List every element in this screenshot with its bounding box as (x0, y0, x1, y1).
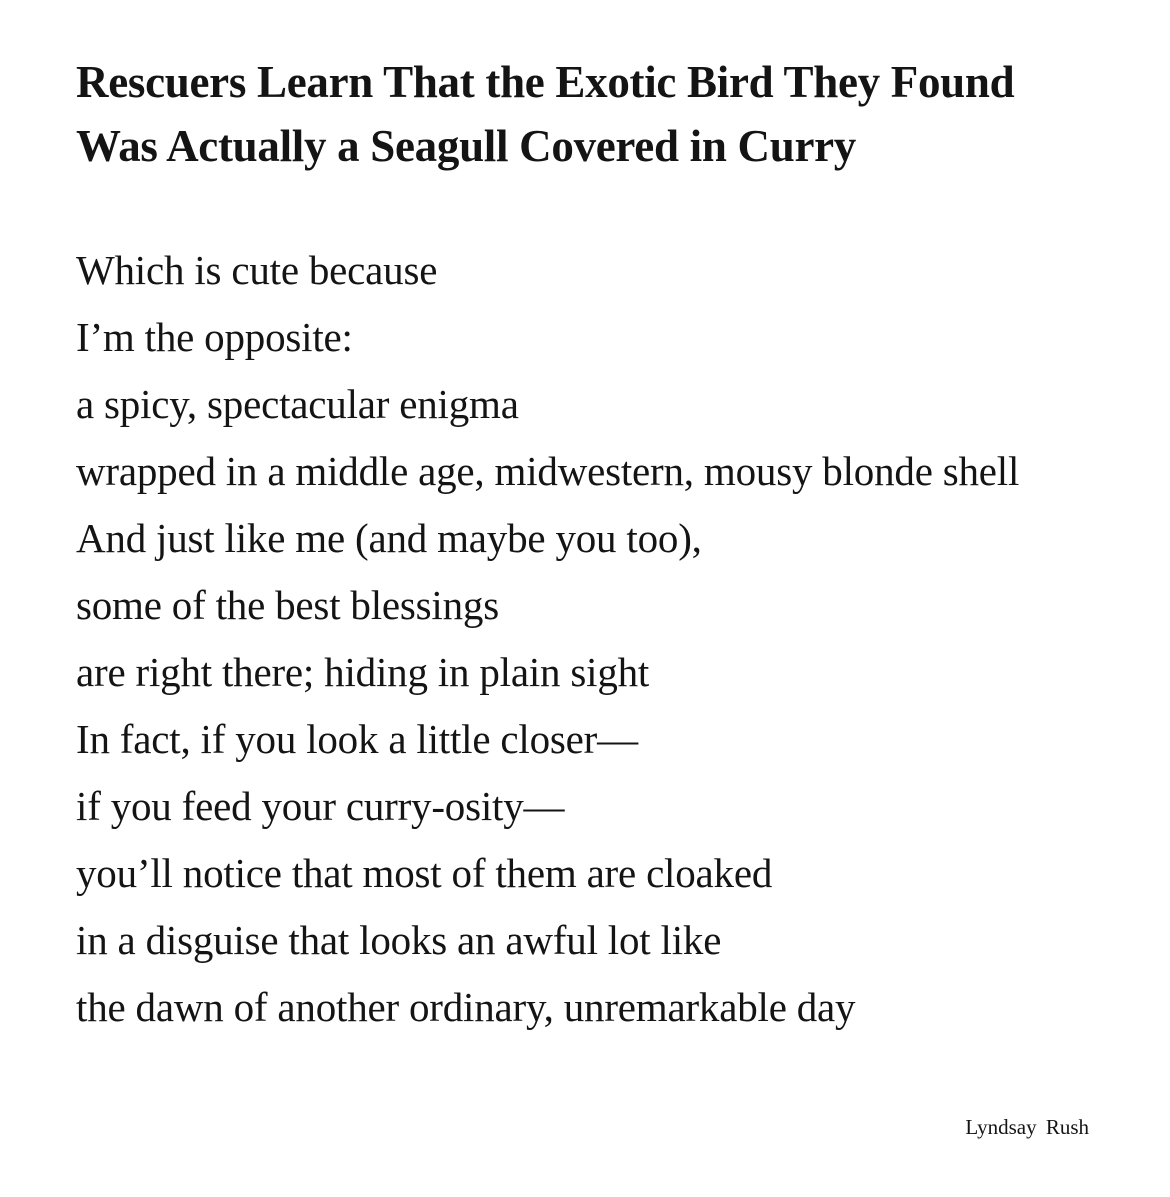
poem-line: are right there; hiding in plain sight (76, 649, 650, 695)
poem-line: you’ll notice that most of them are cloaked (76, 850, 773, 896)
poem-title (76, 50, 1136, 178)
poem-title-line-2: Was Actually a Seagull Covered in Curry (76, 121, 856, 171)
poem-line: And just like me (and maybe you too), (76, 515, 702, 561)
poem-line: I’m the opposite: (76, 314, 353, 360)
poem-line: a spicy, spectacular enigma (76, 381, 519, 427)
poem-body (76, 237, 1146, 1041)
poem-line: if you feed your curry-osity— (76, 783, 565, 829)
poem-line: some of the best blessings (76, 582, 499, 628)
poem-line: the dawn of another ordinary, unremarkable day (76, 984, 856, 1030)
poem-author: Lyndsay Rush (965, 1115, 1089, 1139)
poem-line: Which is cute because (76, 247, 438, 293)
poem-title-line-1: Rescuers Learn That the Exotic Bird They Found (76, 57, 1015, 107)
poem-line: in a disguise that looks an awful lot like (76, 917, 722, 963)
poem-line: wrapped in a middle age, midwestern, mousy blonde shell (76, 448, 1020, 494)
poem-line: In fact, if you look a little closer— (76, 716, 638, 762)
